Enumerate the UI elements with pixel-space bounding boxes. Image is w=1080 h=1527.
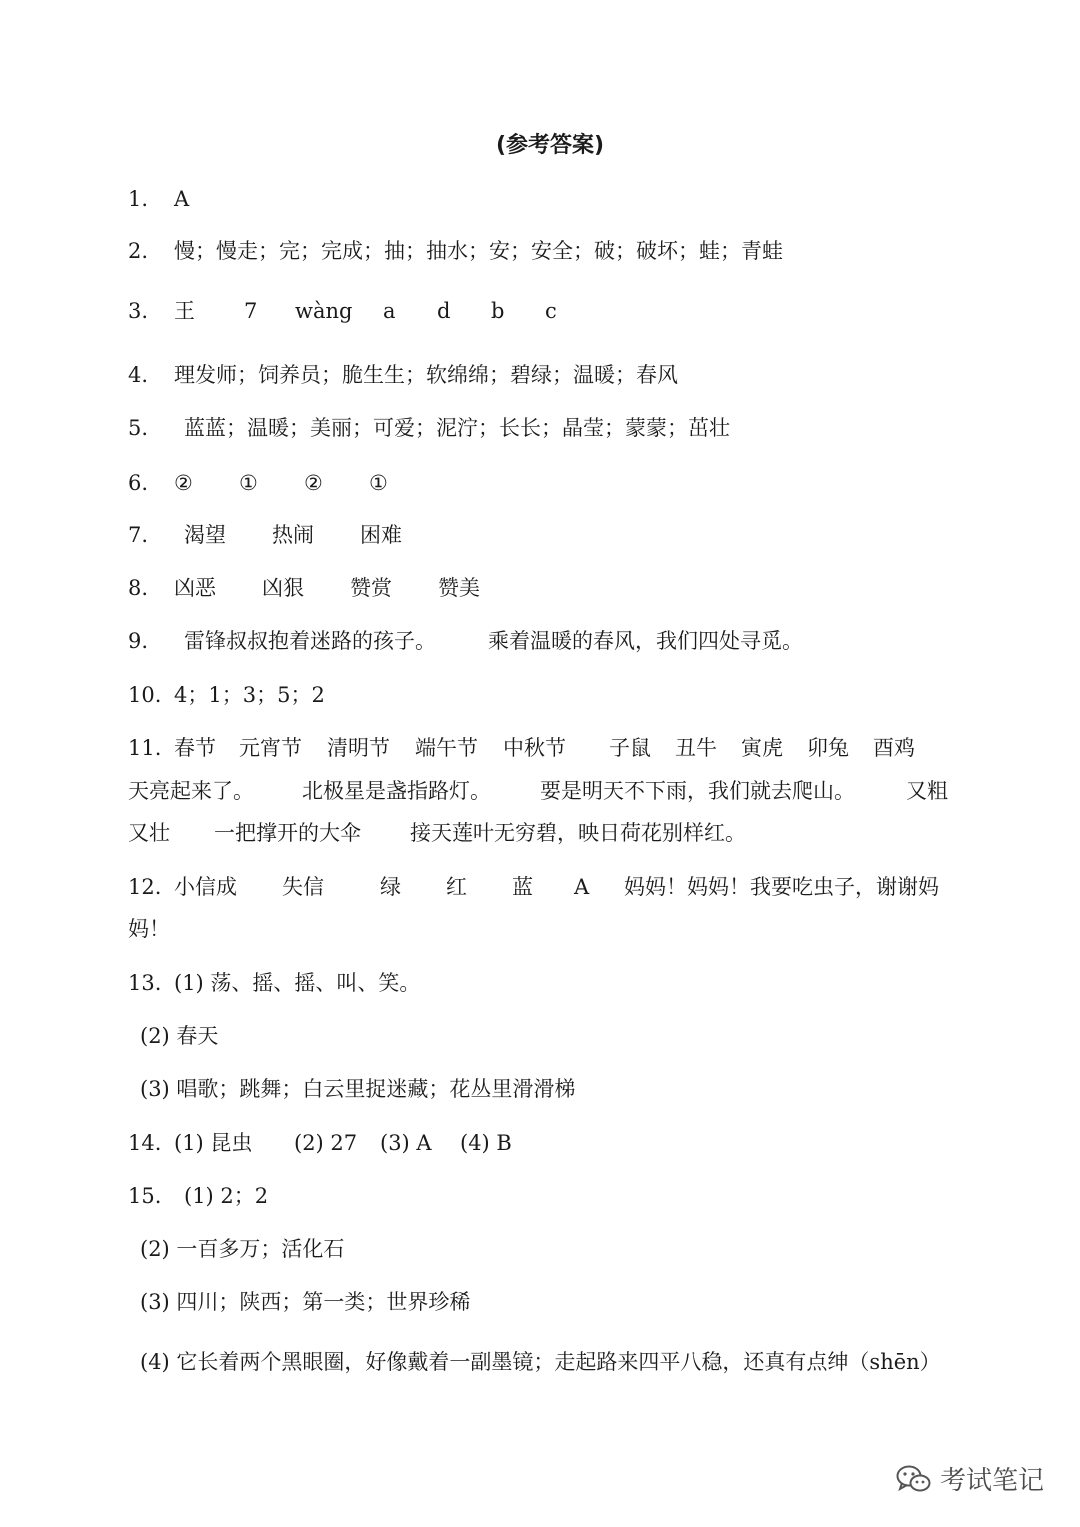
answer-number: 1. (128, 187, 149, 211)
answer-cell: 失信 (282, 875, 324, 899)
answer-text: (1) 荡、摇、摇、叫、笑。 (174, 971, 421, 995)
answer-number: 7. (128, 523, 149, 547)
answer-cell: A (174, 187, 190, 211)
answer-text: 理发师；饲养员；脆生生；软绵绵；碧绿；温暖；春风 (174, 363, 678, 387)
answer-text: 4；1；3；5；2 (174, 683, 325, 707)
answer-cell: 赞赏 (350, 576, 392, 600)
answer-cell: (1) 昆虫 (174, 1131, 253, 1155)
answer-cell: 乘着温暖的春风，我们四处寻觅。 (488, 629, 803, 653)
answer-number: 6. (128, 471, 149, 495)
answer-row-6 (128, 468, 388, 498)
answer-row-4 (128, 360, 678, 390)
answer-cell: 清明节 (327, 736, 390, 760)
answer-cell: 赞美 (438, 576, 480, 600)
answer-cell: 7 (244, 299, 258, 323)
answer-row-12-line-2 (128, 914, 170, 944)
answer-text: 慢；慢走；完；完成；抽；抽水；安；安全；破；破坏；蛙；青蛙 (174, 239, 783, 263)
answer-row-10 (128, 680, 325, 710)
answer-number: 9. (128, 629, 149, 653)
answer-number: 11. (128, 736, 162, 760)
answer-cell: 天亮起来了。 (128, 779, 254, 803)
answer-13-part-3: (3) 唱歌；跳舞；白云里捉迷藏；花丛里滑滑梯 (140, 1077, 576, 1101)
answer-cell: 接天莲叶无穷碧，映日荷花别样红。 (410, 821, 746, 845)
answer-cell: ① (239, 471, 258, 495)
answer-cell: (2) 27 (294, 1131, 358, 1155)
answer-row-11 (128, 733, 915, 763)
answer-cell: 绿 (380, 875, 401, 899)
answer-cell: 妈妈！妈妈！我要吃虫子，谢谢妈 (624, 875, 939, 899)
answer-number: 14. (128, 1131, 162, 1155)
answer-text: (1) 2；2 (184, 1184, 269, 1208)
answer-cell: 元宵节 (239, 736, 302, 760)
wechat-icon (896, 1464, 932, 1494)
answer-cell: ① (369, 471, 388, 495)
answer-row-15 (128, 1181, 268, 1211)
answer-cell: 红 (446, 875, 467, 899)
answer-row-1 (128, 184, 189, 214)
answer-cell: 雷锋叔叔抱着迷路的孩子。 (184, 629, 436, 653)
answer-row-11-line-3 (128, 818, 746, 848)
answer-number: 13. (128, 971, 162, 995)
answer-cell: b (491, 299, 505, 323)
answer-cell: 困难 (360, 523, 402, 547)
answer-13-part-2: (2) 春天 (140, 1024, 219, 1048)
answer-cell: 北极星是盏指路灯。 (302, 779, 491, 803)
answer-cell: 又壮 (128, 821, 170, 845)
answer-cell: (3) A (380, 1131, 432, 1155)
answer-15-part-2: (2) 一百多万；活化石 (140, 1237, 345, 1261)
answer-cell: 要是明天不下雨，我们就去爬山。 (540, 779, 855, 803)
answer-row-7 (128, 520, 402, 550)
answer-cell: 王 (174, 299, 195, 323)
watermark-text: 考试笔记 (939, 1466, 1044, 1496)
answer-number: 8. (128, 576, 149, 600)
answer-cell: a (383, 299, 396, 323)
answer-cell: ② (304, 471, 323, 495)
answer-row-3 (128, 296, 557, 326)
answer-cell: A (574, 875, 590, 899)
answer-row-8 (128, 573, 480, 603)
watermark (896, 1460, 1044, 1497)
answer-cell: 妈！ (128, 917, 170, 941)
answer-row-9 (128, 626, 803, 656)
answer-cell: 凶狠 (262, 576, 304, 600)
answer-cell: 酉鸡 (873, 736, 915, 760)
answer-number: 15. (128, 1184, 162, 1208)
answer-cell: 丑牛 (675, 736, 717, 760)
answer-row-5 (128, 413, 730, 443)
answer-number: 12. (128, 875, 162, 899)
answer-cell: ② (174, 471, 193, 495)
answer-number: 4. (128, 363, 149, 387)
answer-cell: 端午节 (415, 736, 478, 760)
answer-cell: c (545, 299, 557, 323)
answer-text: 蓝蓝；温暖；美丽；可爱；泥泞；长长；晶莹；蒙蒙；茁壮 (184, 416, 730, 440)
answer-cell: 卯兔 (807, 736, 849, 760)
answer-cell: 小信成 (174, 875, 237, 899)
page-title: (参考答案) (495, 133, 605, 158)
answer-cell: 又粗 (906, 779, 948, 803)
answer-number: 5. (128, 416, 149, 440)
answer-cell: 寅虎 (741, 736, 783, 760)
answer-cell: 中秋节 (503, 736, 566, 760)
answer-cell: wàng (295, 299, 353, 323)
answer-number: 2. (128, 239, 149, 263)
answer-cell: 热闹 (272, 523, 314, 547)
answer-number: 3. (128, 299, 149, 323)
answer-row-2 (128, 236, 783, 266)
answer-row-13 (128, 968, 420, 998)
answer-cell: 蓝 (512, 875, 533, 899)
answer-row-11-line-2 (128, 776, 948, 806)
answer-15-part-4: (4) 它长着两个黑眼圈，好像戴着一副墨镜；走起路来四平八稳，还真有点绅（shēn） (140, 1350, 941, 1374)
answer-cell: 子鼠 (609, 736, 651, 760)
answer-cell: d (437, 299, 451, 323)
answer-number: 10. (128, 683, 162, 707)
answer-cell: 春节 (174, 736, 216, 760)
answer-row-14 (128, 1128, 512, 1158)
answer-15-part-3: (3) 四川；陕西；第一类；世界珍稀 (140, 1290, 471, 1314)
answer-cell: 凶恶 (174, 576, 216, 600)
answer-cell: 一把撑开的大伞 (214, 821, 361, 845)
answer-row-12 (128, 872, 939, 902)
answer-cell: 渴望 (184, 523, 226, 547)
answer-cell: (4) B (460, 1131, 512, 1155)
